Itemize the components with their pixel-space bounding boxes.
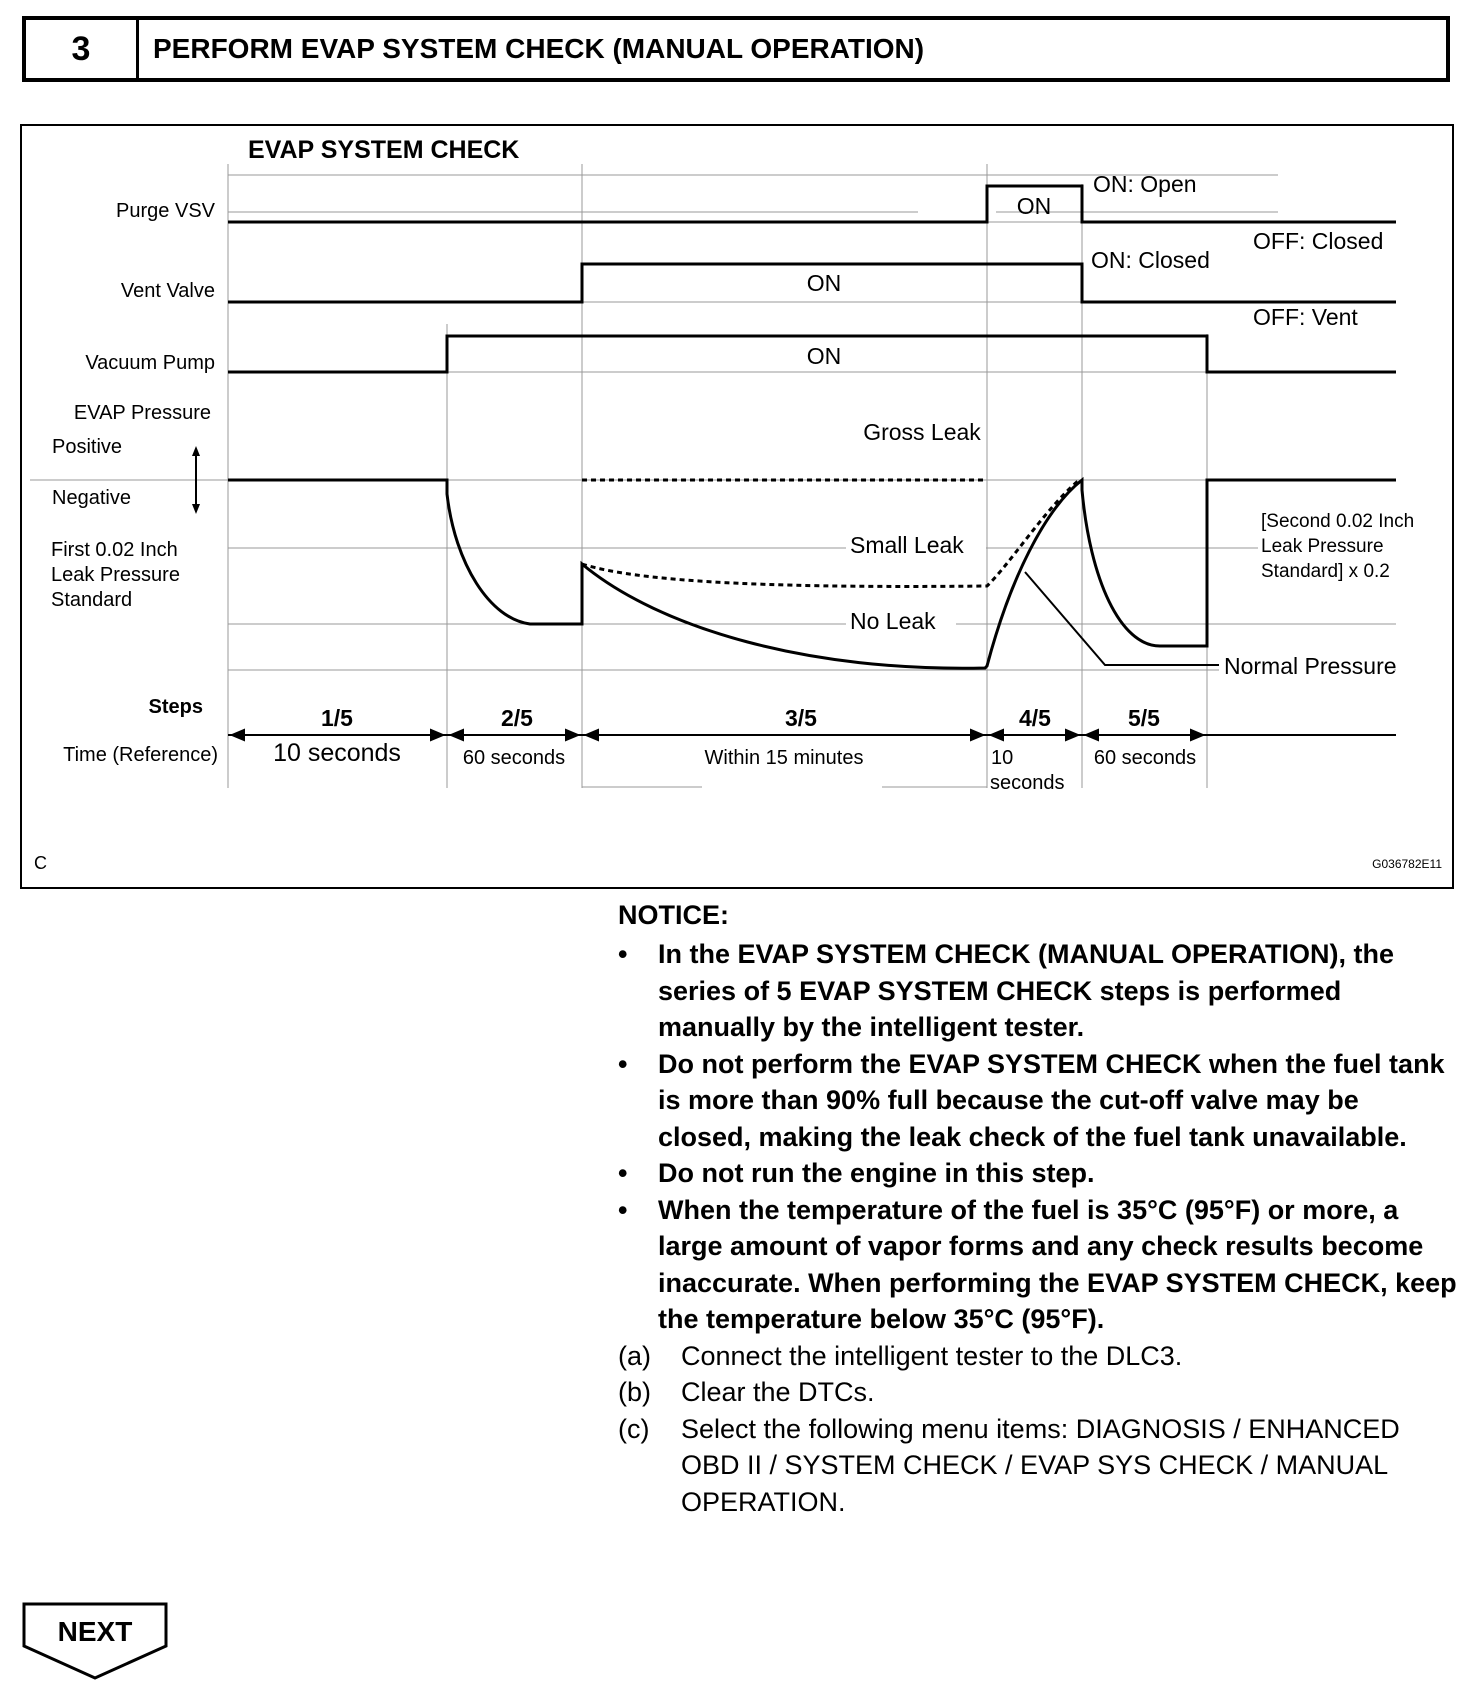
label-first-standard-1: First 0.02 Inch — [51, 539, 178, 561]
notice-item — [618, 1046, 1458, 1156]
diagram-frame — [21, 125, 1453, 888]
step-5-time: 60 seconds — [1093, 747, 1197, 769]
label-negative: Negative — [52, 487, 131, 509]
notice-item — [618, 1192, 1458, 1338]
vent-off-state: OFF: Vent — [1253, 304, 1358, 330]
procedure-label: (a) — [618, 1340, 651, 1371]
notice-title: NOTICE: — [618, 900, 729, 930]
evap-timing-diagram — [20, 124, 1454, 889]
step-1-label: 1/5 — [321, 705, 353, 731]
no-leak-label: No Leak — [850, 608, 936, 634]
step-arrows — [228, 730, 1396, 740]
purge-off-state: OFF: Closed — [1253, 228, 1384, 254]
label-vent-valve: Vent Valve — [120, 280, 215, 302]
label-time: Time (Reference) — [63, 744, 218, 766]
bullet-dot: • — [618, 1158, 628, 1188]
notice-section — [618, 898, 1458, 1520]
notice-item — [618, 936, 1458, 1046]
procedure-step — [618, 1374, 1458, 1411]
step-2-time: 60 seconds — [462, 747, 566, 769]
pump-on-label: ON — [806, 343, 842, 369]
procedure-text: Select the following menu items: DIAGNOSIS / ENHANCED OBD II / SYSTEM CHECK / EVAP SYS CHECK / MANUAL OPERATION. — [681, 1413, 1400, 1517]
label-first-standard-3: Standard — [51, 589, 133, 611]
notice-text: When the temperature of the fuel is 35°C (95°F) or more, a large amount of vapor forms and any check results become inaccurate. When performing the EVAP SYSTEM CHECK, keep the temperature below 35°C (95°F). — [658, 1194, 1457, 1334]
purge-on-state: ON: Open — [1093, 171, 1197, 197]
step-2-label: 2/5 — [501, 705, 533, 731]
step-5-label: 5/5 — [1128, 705, 1160, 731]
procedure-text: Clear the DTCs. — [681, 1377, 875, 1407]
step-4-label: 4/5 — [1019, 705, 1051, 731]
next-button[interactable] — [22, 1602, 168, 1680]
label-first-standard-2: Leak Pressure — [51, 564, 180, 586]
figure-id: G036782E11 — [1372, 857, 1442, 871]
bullet-dot: • — [618, 1194, 628, 1225]
next-button-label: NEXT — [57, 1616, 133, 1647]
step-3-label: 3/5 — [785, 705, 817, 731]
notice-list — [618, 936, 1458, 1338]
procedure-text: Connect the intelligent tester to the DLC3. — [681, 1340, 1183, 1371]
second-standard-2: Leak Pressure — [1261, 536, 1384, 557]
normal-pressure-leader — [1025, 572, 1219, 665]
procedure-step — [618, 1338, 1458, 1375]
label-vacuum-pump: Vacuum Pump — [85, 352, 215, 374]
bullet-dot: • — [618, 1048, 628, 1079]
gross-leak-label: Gross Leak — [863, 419, 981, 445]
diagram-title: EVAP SYSTEM CHECK — [248, 136, 520, 164]
pressure-trace-leak — [582, 480, 1078, 586]
label-positive: Positive — [52, 436, 123, 458]
second-standard-1: [Second 0.02 Inch — [1261, 511, 1415, 532]
normal-pressure-label: Normal Pressure — [1224, 653, 1397, 679]
procedure-label: (c) — [618, 1413, 650, 1444]
vent-on-state: ON: Closed — [1091, 247, 1210, 273]
bullet-dot: • — [618, 939, 628, 969]
procedure-step — [618, 1411, 1458, 1521]
step-1-time: 10 seconds — [273, 739, 401, 767]
step-header — [22, 16, 1450, 82]
purge-vsv-trace — [228, 186, 1396, 222]
step-3-time: Within 15 minutes — [704, 747, 864, 769]
second-standard-3: Standard] x 0.2 — [1261, 561, 1390, 582]
notice-text: Do not perform the EVAP SYSTEM CHECK when the fuel tank is more than 90% full because the cut-off valve may be closed, making the leak check of the fuel tank unavailable. — [658, 1048, 1445, 1152]
label-evap-pressure: EVAP Pressure — [73, 402, 211, 424]
procedure-label: (b) — [618, 1377, 651, 1407]
step-number: 3 — [26, 20, 139, 78]
step-4-time: 10 — [991, 747, 1014, 769]
step-title: PERFORM EVAP SYSTEM CHECK (MANUAL OPERATION) — [153, 33, 925, 64]
small-leak-label: Small Leak — [850, 532, 964, 558]
pressure-trace-normal — [228, 480, 1396, 668]
label-steps: Steps — [148, 696, 203, 718]
notice-text: Do not run the engine in this step. — [658, 1158, 1095, 1188]
purge-on-label: ON — [1016, 193, 1052, 219]
vent-on-label: ON — [806, 270, 842, 296]
notice-item — [618, 1155, 1458, 1192]
notice-text: In the EVAP SYSTEM CHECK (MANUAL OPERATION), the series of 5 EVAP SYSTEM CHECK steps is performed manually by the intelligent tester. — [658, 939, 1395, 1042]
procedure-list — [618, 1338, 1458, 1521]
corner-code: C — [34, 853, 47, 873]
label-purge-vsv: Purge VSV — [116, 200, 215, 222]
step-4-time-2: seconds — [990, 772, 1065, 794]
